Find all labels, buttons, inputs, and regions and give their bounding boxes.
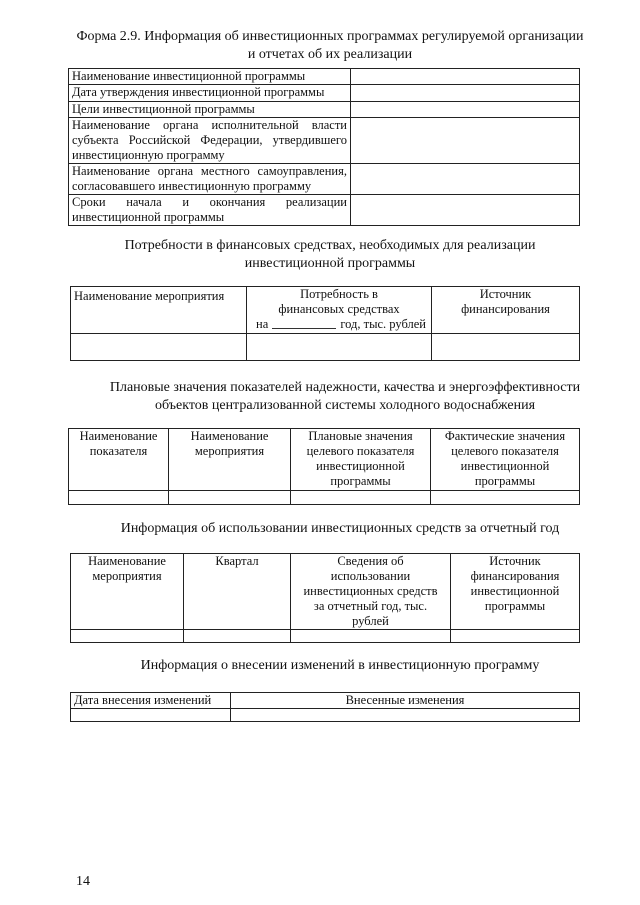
row-label: Наименование органа местного самоуправления, согласовавшего инвестиционную программу [69,164,351,195]
value-cell[interactable] [351,102,580,118]
col-header-line: Потребность в [300,287,378,301]
changes-table [70,692,580,722]
value-cell[interactable] [351,118,580,164]
table-cell[interactable] [169,491,291,505]
row-label: Наименование органа исполнительной власти субъекта Российской Федерации, утвердившего инвестиционную программу [69,118,351,164]
table-cell[interactable] [71,709,231,722]
section2-heading [70,237,590,273]
col-header: Внесенные изменения [231,693,580,709]
col-header [247,287,432,334]
value-cell[interactable] [351,85,580,102]
heading-line: объектов централизованной системы холодного водоснабжения [154,398,536,413]
form-title [60,28,600,64]
section4-heading: Информация об использовании инвестиционных средств за отчетный год [120,521,560,536]
program-info-table [68,68,580,226]
col-header: Наименование мероприятия [71,554,184,630]
col-header: Сведения об использовании инвестиционных средств за отчетный год, тыс. рублей [291,554,451,630]
col-header: Фактические значения целевого показателя инвестиционной программы [431,429,580,491]
table-cell[interactable] [71,630,184,643]
form-title-line1: Форма 2.9. Информация об инвестиционных программах регулируемой организации [76,29,584,44]
col-header-line: на [256,317,269,331]
table-cell[interactable] [184,630,291,643]
value-cell[interactable] [351,195,580,226]
row-label: Дата утверждения инвестиционной программы [69,85,351,102]
col-header: Наименование мероприятия [71,287,247,334]
col-header-line: финансовых средствах [278,302,400,316]
year-blank[interactable] [272,317,336,329]
col-header: Дата внесения изменений [71,693,231,709]
heading-line: инвестиционной программы [244,256,416,271]
col-header: Источник финансирования инвестиционной программы [451,554,580,630]
row-label: Сроки начала и окончания реализации инвестиционной программы [69,195,351,226]
table-cell[interactable] [71,334,247,361]
heading-line: Плановые значения показателей надежности, качества и энергоэффективности [109,380,581,395]
table-cell[interactable] [291,630,451,643]
section3-heading [100,379,590,415]
row-label: Цели инвестиционной программы [69,102,351,118]
value-cell[interactable] [351,164,580,195]
table-cell[interactable] [432,334,580,361]
col-header: Наименование мероприятия [169,429,291,491]
indicators-table [68,428,580,505]
page-number: 14 [76,874,90,889]
col-header: Плановые значения целевого показателя инвестиционной программы [291,429,431,491]
value-cell[interactable] [351,69,580,85]
table-cell[interactable] [247,334,432,361]
section5-heading: Информация о внесении изменений в инвестиционную программу [140,658,540,673]
table-cell[interactable] [431,491,580,505]
financial-needs-table [70,286,580,361]
investment-usage-table [70,553,580,643]
col-header: Источник финансирования [432,287,580,334]
col-header: Наименование показателя [69,429,169,491]
heading-line: Потребности в финансовых средствах, необходимых для реализации [124,238,536,253]
table-cell[interactable] [451,630,580,643]
form-title-line2: и отчетах об их реализации [247,47,413,62]
table-cell[interactable] [291,491,431,505]
table-cell[interactable] [231,709,580,722]
table-cell[interactable] [69,491,169,505]
col-header-line: год, тыс. рублей [340,317,426,331]
row-label: Наименование инвестиционной программы [69,69,351,85]
col-header: Квартал [184,554,291,630]
